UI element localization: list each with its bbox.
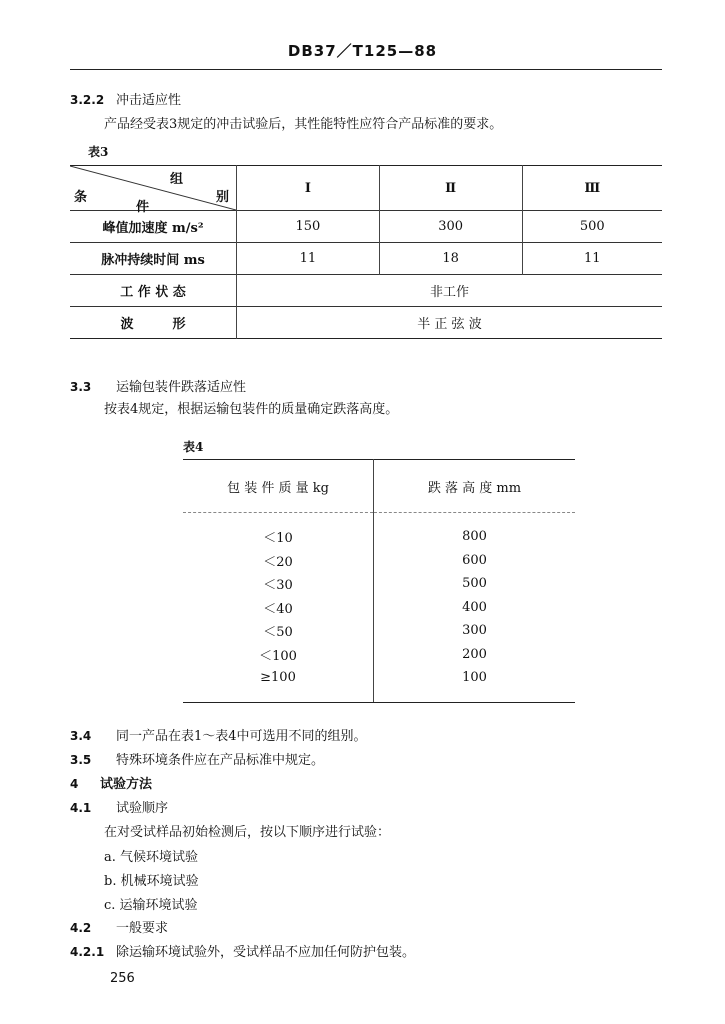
row-label: 工 作 状 态 [120,285,186,300]
table4-header-row [183,460,575,513]
section-title: 试验顺序 [116,801,169,816]
section-title: 试验方法 [100,777,153,792]
list-item: a. 气候环境试验 [104,850,199,865]
section-number: 3.5 [70,753,92,767]
table3-corner-cell [70,166,237,215]
section-title: 一般要求 [116,921,169,936]
group-2: Ⅱ [379,166,522,211]
cell: 150 [237,211,380,243]
list-item: c. 运输环境试验 [104,898,198,913]
height-cell: 800 [374,513,576,549]
mass-cell: ＜40 [183,596,374,620]
mass-cell: ≥100 [183,666,374,702]
corner-right: 别 [216,190,230,205]
section-text: 特殊环境条件应在产品标准中规定。 [116,753,325,768]
section-number: 3.3 [70,380,92,394]
table4-row [183,666,575,702]
table4-row [183,596,575,620]
table4-caption: 表4 [183,440,204,454]
section-number: 4 [70,777,79,791]
table3-row-duration [70,243,662,275]
table4-row [183,643,575,667]
table4-row [183,513,575,549]
mass-cell: ＜20 [183,549,374,573]
row-label: 脉冲持续时间 ms [101,253,205,268]
group-1: Ⅰ [237,166,380,211]
table4 [183,459,575,703]
col-header-mass: 包 装 件 质 量 kg [183,460,374,513]
height-cell: 100 [374,666,576,702]
mass-cell: ＜100 [183,643,374,667]
cell: 300 [379,211,522,243]
table4-row [183,549,575,573]
row-label: 峰值加速度 m/s² [102,221,204,236]
cell: 500 [522,211,662,243]
cell: 半 正 弦 波 [237,307,663,339]
mass-cell: ＜50 [183,619,374,643]
height-cell: 300 [462,623,487,639]
height-cell: 400 [462,599,487,615]
table3-caption: 表3 [88,145,109,159]
section-3-3-heading [70,376,246,395]
section-4-2-heading [70,917,168,936]
section-text: 同一产品在表1～表4中可选用不同的组别。 [116,729,367,744]
section-4-2-1 [70,941,415,960]
group-3: Ⅲ [522,166,662,211]
section-3-2-2-text: 产品经受表3规定的冲击试验后，其性能特性应符合产品标准的要求。 [104,117,503,132]
diagonal-line [70,166,236,210]
table4-row [183,619,575,643]
section-text: 除运输环境试验外，受试样品不应加任何防护包装。 [116,945,416,960]
col-header-height: 跌 落 高 度 mm [374,460,576,513]
corner-left: 条 [74,190,88,205]
section-number: 4.2.1 [70,945,105,959]
mass-cell: ＜10 [183,513,374,549]
section-number: 3.4 [70,729,92,743]
section-title: 冲击适应性 [116,93,182,108]
table3-row-wave [70,307,662,339]
mass-cell: ＜30 [183,572,374,596]
cell: 11 [237,243,380,275]
header-rule [70,69,662,70]
section-4-1-text: 在对受试样品初始检测后，按以下顺序进行试验： [104,825,391,840]
height-cell: 600 [462,552,487,568]
section-4-1-heading [70,797,168,816]
section-3-4 [70,725,367,744]
height-cell: 500 [462,576,487,592]
cell: 非工作 [237,275,663,307]
corner-bottom: 件 [136,200,150,215]
cell: 18 [379,243,522,275]
corner-top: 组 [170,172,184,187]
height-cell: 200 [462,646,487,662]
cell: 11 [522,243,662,275]
table3-header-row [70,166,662,211]
section-3-2-2-heading [70,89,181,108]
row-label: 波 形 [120,317,186,332]
list-item: b. 机械环境试验 [104,874,199,889]
table4-row [183,572,575,596]
section-number: 4.2 [70,921,92,935]
page-number: 256 [110,971,135,986]
table4-body [183,513,575,703]
section-title: 运输包装件跌落适应性 [116,380,247,395]
section-4-heading [70,773,152,792]
document-header: DB37／T125—88 [287,42,438,60]
table3-row-state [70,275,662,307]
section-3-3-text: 按表4规定，根据运输包装件的质量确定跌落高度。 [104,402,399,417]
section-3-5 [70,749,324,768]
section-number: 4.1 [70,801,92,815]
table3 [70,165,662,339]
section-number: 3.2.2 [70,93,105,107]
table3-row-acceleration [70,211,662,243]
